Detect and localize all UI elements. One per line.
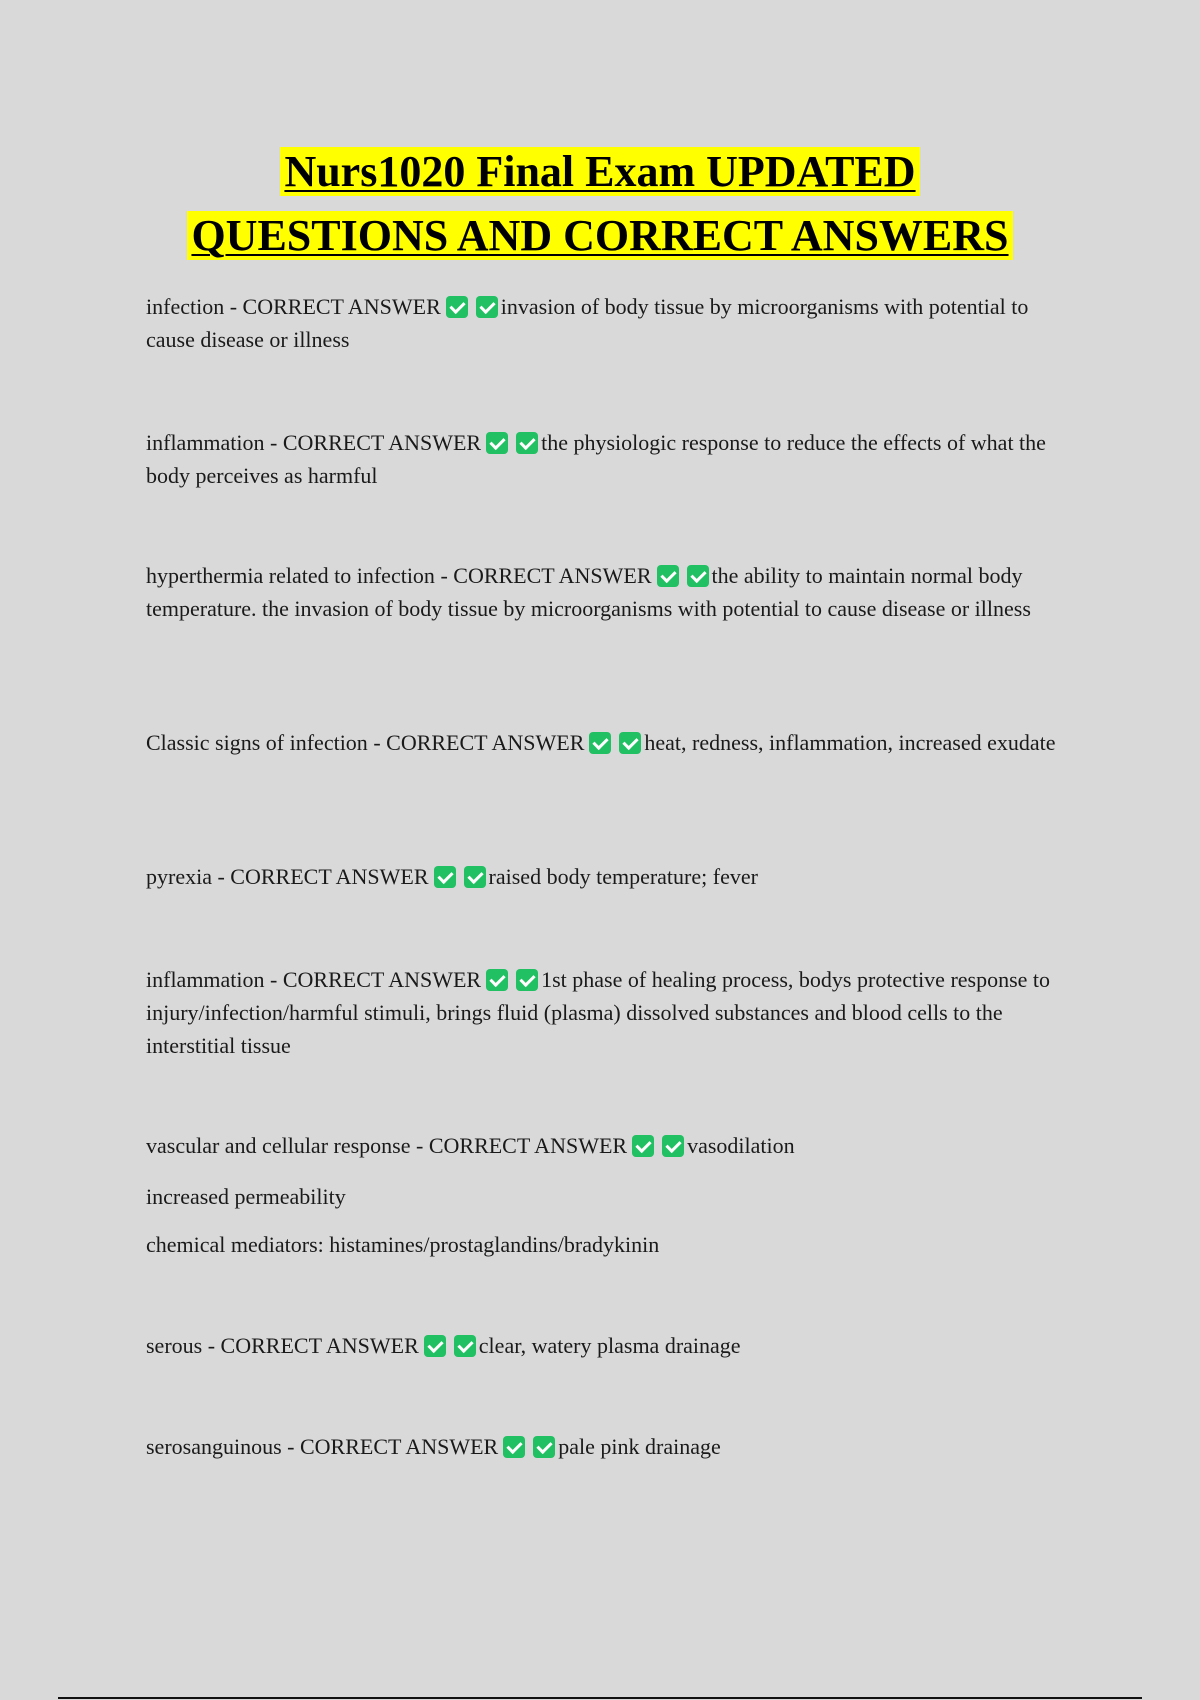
green-checkmark-icon [662, 1135, 684, 1157]
correct-answer-label: CORRECT ANSWER [299, 1434, 499, 1459]
qa-entry: Classic signs of infection - CORRECT ANSWER heat, redness, inflammation, increased exudate [146, 730, 1056, 755]
green-checkmark-icon [687, 565, 709, 587]
green-checkmark-icon [516, 432, 538, 454]
green-checkmark-icon [589, 732, 611, 754]
entry-term: serous [146, 1333, 203, 1358]
entry-term: Classic signs of infection [146, 730, 368, 755]
green-checkmark-icon [619, 732, 641, 754]
entry-extra-line: chemical mediators: histamines/prostaglandins/bradykinin [146, 1232, 660, 1257]
qa-entry: serous - CORRECT ANSWER clear, watery plasma drainage [146, 1333, 741, 1358]
qa-entry: infection - CORRECT ANSWER invasion of body tissue by microorganisms with potential to cause disease or illness [146, 294, 1029, 352]
correct-answer-label: CORRECT ANSWER [428, 1133, 628, 1158]
entry-term: inflammation [146, 967, 265, 992]
green-checkmark-icon [446, 296, 468, 318]
entry-term: hyperthermia related to infection [146, 563, 435, 588]
green-checkmark-icon [486, 432, 508, 454]
correct-answer-label: CORRECT ANSWER [282, 430, 482, 455]
qa-entry: inflammation - CORRECT ANSWER the physiologic response to reduce the effects of what the body perceives as harmful [146, 430, 1046, 488]
entry-extra-line: increased permeability [146, 1184, 346, 1209]
document-title [100, 140, 1100, 268]
green-checkmark-icon [503, 1436, 525, 1458]
entry-definition: clear, watery plasma drainage [478, 1333, 741, 1358]
green-checkmark-icon [434, 866, 456, 888]
qa-entry: inflammation - CORRECT ANSWER 1st phase of healing process, bodys protective response to injury/infection/harmful stimuli, brings fluid (plasma) dissolved substances and blood cells to the interstitial tissue [146, 967, 1051, 1058]
title-line-1: Nurs1020 Final Exam UPDATED [280, 147, 919, 196]
green-checkmark-icon [632, 1135, 654, 1157]
correct-answer-label: CORRECT ANSWER [220, 1333, 419, 1358]
title-line-2: QUESTIONS AND CORRECT ANSWERS [187, 211, 1012, 260]
entry-term: serosanguinous [146, 1434, 282, 1459]
correct-answer-label: CORRECT ANSWER [230, 864, 429, 889]
correct-answer-label: CORRECT ANSWER [242, 294, 441, 319]
entry-definition: invasion of body tissue by microorganisms with potential to cause disease or illness [146, 294, 1029, 352]
green-checkmark-icon [424, 1335, 446, 1357]
entry-definition: pale pink drainage [558, 1434, 721, 1459]
qa-entry: vascular and cellular response - CORRECT ANSWER vasodilation [146, 1133, 795, 1158]
green-checkmark-icon [657, 565, 679, 587]
entry-term: vascular and cellular response [146, 1133, 411, 1158]
entry-definition: the physiologic response to reduce the effects of what the body perceives as harmful [146, 430, 1046, 488]
correct-answer-label: CORRECT ANSWER [282, 967, 482, 992]
correct-answer-label: CORRECT ANSWER [453, 563, 652, 588]
entry-definition: vasodilation [687, 1133, 795, 1158]
qa-entry: pyrexia - CORRECT ANSWER raised body temperature; fever [146, 864, 758, 889]
qa-entry: serosanguinous - CORRECT ANSWER pale pink drainage [146, 1434, 721, 1459]
green-checkmark-icon [486, 969, 508, 991]
green-checkmark-icon [454, 1335, 476, 1357]
entry-term: pyrexia [146, 864, 212, 889]
correct-answer-label: CORRECT ANSWER [386, 730, 585, 755]
entry-definition: raised body temperature; fever [488, 864, 758, 889]
green-checkmark-icon [533, 1436, 555, 1458]
entry-term: infection [146, 294, 225, 319]
green-checkmark-icon [516, 969, 538, 991]
green-checkmark-icon [476, 296, 498, 318]
entry-definition: the ability to maintain normal body temperature. the invasion of body tissue by microorganisms with potential to cause disease or illness [146, 563, 1031, 621]
page-bottom-rule [58, 1697, 1142, 1699]
entry-term: inflammation [146, 430, 265, 455]
qa-entry: hyperthermia related to infection - CORRECT ANSWER the ability to maintain normal body temperature. the invasion of body tissue by microorganisms with potential to cause disease or illness [146, 563, 1031, 621]
green-checkmark-icon [464, 866, 486, 888]
entry-definition: heat, redness, inflammation, increased exudate [644, 730, 1056, 755]
entry-definition: 1st phase of healing process, bodys protective response to injury/infection/harmful stimuli, brings fluid (plasma) dissolved substances and blood cells to the interstitial tissue [146, 967, 1051, 1058]
